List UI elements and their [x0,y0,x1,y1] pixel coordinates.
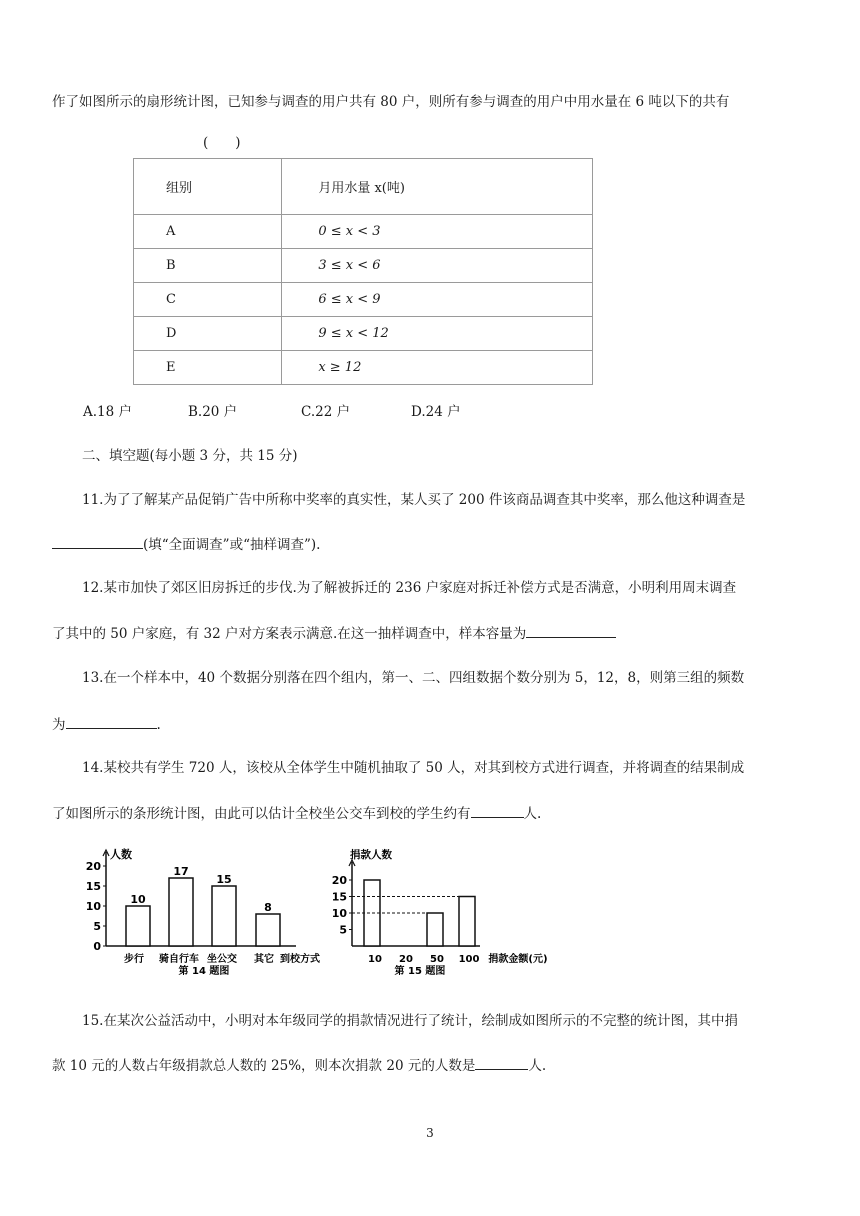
cell-group: C [134,283,282,317]
table-header-row [134,159,593,215]
q13-text-line2 [52,714,161,735]
answer-blank [526,623,616,638]
q10-answer-paren: ( ) [203,135,241,151]
y-tick-label: 10 [331,907,347,920]
chart-caption: 第 15 题图 [394,966,446,977]
q11-hint: (填“全面调查”或“抽样调查”). [143,537,321,553]
answer-blank [471,803,524,818]
q13-line2-end: . [156,717,161,733]
answer-blank [475,1055,528,1070]
x-axis-label: 到校方式 [280,954,320,965]
cell-group: E [134,351,282,385]
y-axis-label: 捐款人数 [350,849,392,861]
x-tick-label: 其它 [254,954,274,965]
q10-option-c: C.22 户 [301,404,351,420]
q12-line2-text: 了其中的 50 户家庭，有 32 户对方案表示满意.在这一抽样调查中，样本容量为 [52,626,527,642]
cell-range: 9 ≤ x < 12 [282,317,593,351]
y-tick-label: 5 [93,920,101,933]
q15-text-line1: 15.在某次公益活动中，小明对本年级同学的捐款情况进行了统计，绘制成如图所示的不完整的统计图，其中捐 [82,1013,738,1029]
q10-option-a: A.18 户 [83,404,133,420]
section-heading: 二、填空题(每小题 3 分，共 15 分) [82,448,298,464]
q10-option-d: D.24 户 [411,404,461,420]
table-row [134,317,593,351]
page-number: 3 [426,1126,434,1140]
header-water: 月用水量 x(吨) [282,159,593,215]
q11-text-line1: 11.为了了解某产品促销广告中所称中奖率的真实性，某人买了 200 件该商品调查其中奖率，那么他这种调查是 [82,492,746,508]
bar [459,897,475,947]
q15-line2-end: 人. [528,1058,547,1074]
answer-blank [66,714,157,729]
y-tick-label: 20 [85,860,101,873]
x-tick-label: 100 [458,954,480,965]
y-tick-label: 15 [331,890,347,904]
table-row [134,249,593,283]
x-tick-label: 坐公交 [207,954,237,965]
cell-group: A [134,215,282,249]
y-tick-label: 15 [85,880,101,893]
y-axis-label: 人数 [110,848,132,861]
q10-text-line1: 作了如图所示的扇形统计图，已知参与调查的用户共有 80 户，则所有参与调查的用户中用水量在 6 吨以下的共有 [52,94,730,110]
answer-blank [52,534,143,549]
x-tick-label: 50 [430,954,444,965]
header-group: 组别 [134,159,282,215]
y-tick-label: 0 [93,940,101,953]
table-row [134,215,593,249]
x-tick-label: 20 [399,954,413,965]
q14-text-line2 [52,803,541,824]
q15-text-line2 [52,1055,546,1076]
cell-group: D [134,317,282,351]
data-label: 10 [130,893,146,906]
water-usage-table [133,158,593,385]
x-axis-label: 捐款金额(元) [488,954,548,965]
bar [169,878,193,946]
x-tick-label: 骑自行车 [159,954,199,965]
x-tick-label: 步行 [124,954,144,965]
q12-text-line1: 12.某市加快了郊区旧房拆迁的步伐.为了解被拆迁的 236 户家庭对拆迁补偿方式是否满意，小明利用周末调查 [82,580,737,596]
chart-q15 [322,846,562,977]
bar [256,914,280,946]
q14-line2-end: 人. [523,806,542,822]
chart-caption: 第 14 题图 [178,966,230,977]
x-tick-label: 10 [368,954,382,965]
data-label: 15 [216,873,232,886]
y-tick-label: 5 [339,923,347,937]
q12-text-line2 [52,623,616,644]
chart-q14 [82,846,337,977]
y-tick-label: 10 [85,900,101,913]
cell-range: x ≥ 12 [282,351,593,385]
bar [212,886,236,946]
cell-group: B [134,249,282,283]
q14-text-line1: 14.某校共有学生 720 人，该校从全体学生中随机抽取了 50 人，对其到校方式进行调查，并将调查的结果制成 [82,760,745,776]
bar [427,913,443,946]
cell-range: 6 ≤ x < 9 [282,283,593,317]
q11-text-line2 [52,534,320,555]
q13-text-line1: 13.在一个样本中，40 个数据分别落在四个组内，第一、二、四组数据个数分别为 5，12，8，则第三组的频数 [82,670,745,686]
y-tick-label: 20 [331,874,347,887]
q13-line2-start: 为 [52,717,66,733]
data-label: 8 [264,901,272,914]
bar [126,906,150,946]
q14-line2-start: 了如图所示的条形统计图，由此可以估计全校坐公交车到校的学生约有 [52,806,471,822]
cell-range: 3 ≤ x < 6 [282,249,593,283]
cell-range: 0 ≤ x < 3 [282,215,593,249]
table-row [134,283,593,317]
data-label: 17 [173,865,189,878]
q10-option-b: B.20 户 [188,404,238,420]
table-row [134,351,593,385]
q15-line2-start: 款 10 元的人数占年级捐款总人数的 25%，则本次捐款 20 元的人数是 [52,1058,476,1074]
